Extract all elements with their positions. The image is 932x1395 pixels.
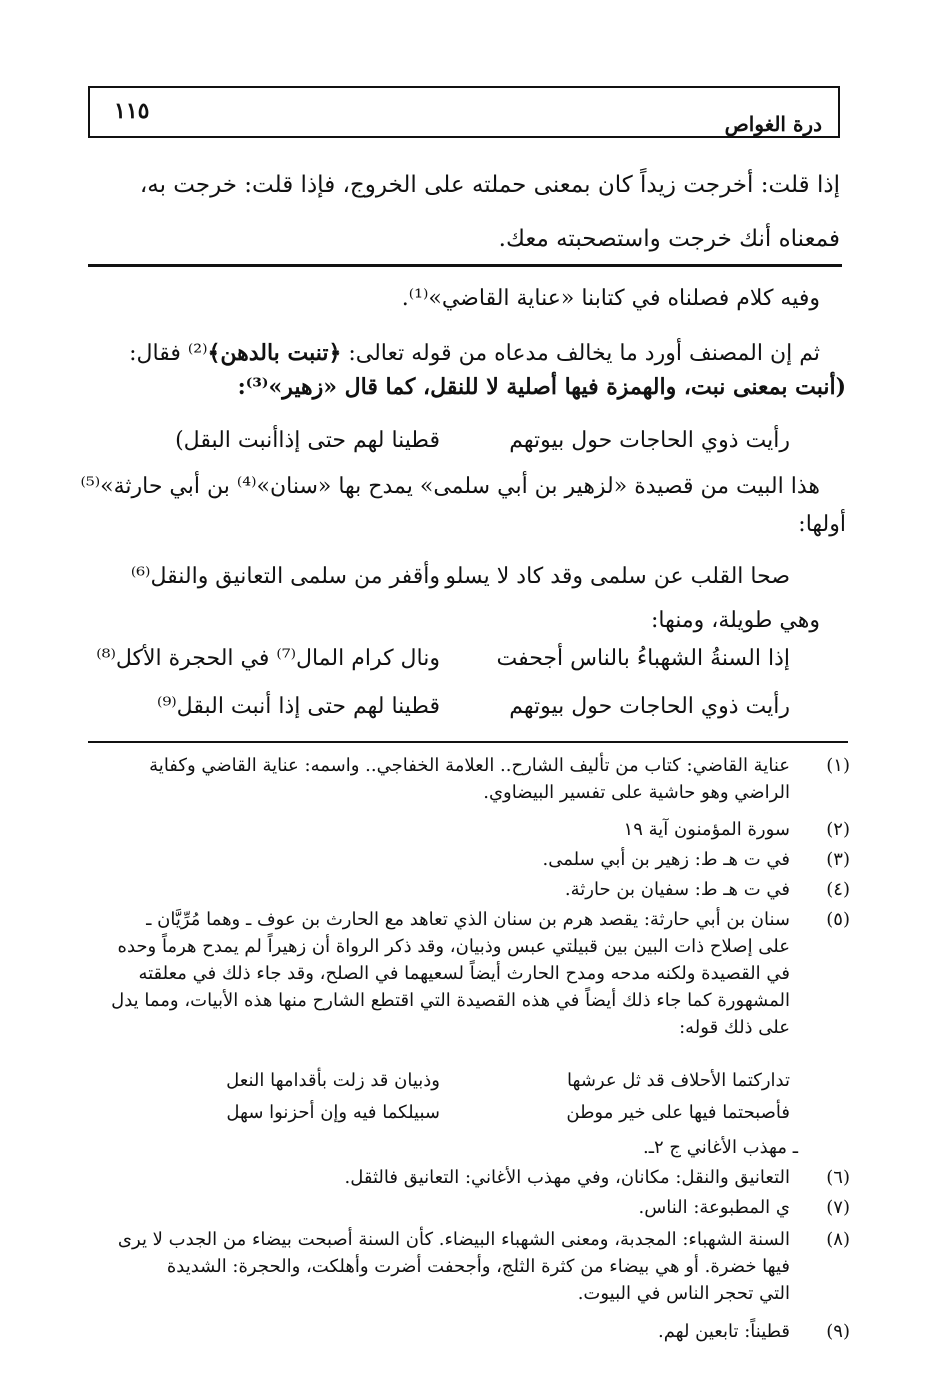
footnote-8-line-1: السنة الشهباء: المجدبة، ومعنى الشهباء البيضاء. كأن السنة أصبحت بيضاء من الجدب لا يرى <box>117 1229 790 1250</box>
footnote-3 <box>90 846 850 873</box>
paragraph-3: (أنبت بمعنى نبت، والهمزة فيها أصلية لا للنقل، كما قال «زهير»⁽³⁾: <box>237 374 846 400</box>
footnote-5-source-text: ـ مهذب الأغاني ج ٢ـ. <box>643 1137 798 1158</box>
page-number: ١١٥ <box>114 98 150 124</box>
verse-1-right: رأيت ذوي الحاجات حول بيوتهم <box>509 428 790 453</box>
footnote-1-line-1: عناية القاضي: كتاب من تأليف الشارح.. العلامة الخفاجي.. واسمه: عناية القاضي وكفاية <box>149 755 790 776</box>
footnote-5-line-2: على إصلاح ذات البين بين قبيلتي عبس وذبيان، وقد ذكر الرواة أن زهيراً لم يمدح هرماً وحده <box>117 936 790 957</box>
footnote-8 <box>90 1226 850 1307</box>
verse-2-right: صحا القلب عن سلمى وقد كاد لا يسلو <box>445 564 790 589</box>
footnote-6-text: التعانيق والنقل: مكانان، وفي مهذب الأغاني: التعانيق فالثقل. <box>344 1167 790 1188</box>
footnote-4-number: (٤) <box>826 879 850 900</box>
footnote-1-number: (١) <box>826 755 850 776</box>
book-title: درة الغواص <box>724 112 822 136</box>
intro-line-1: إذا قلت: أخرجت زيداً كان بمعنى حملته على الخروج، فإذا قلت: خرجت به، <box>139 172 840 198</box>
footnote-3-text: في ت هـ ط: زهير بن أبي سلمى. <box>542 849 790 870</box>
paragraph-6: وهي طويلة، ومنها: <box>650 608 820 633</box>
footnote-3-number: (٣) <box>826 849 850 870</box>
footnote-6 <box>90 1164 850 1191</box>
footnote-9-number: (٩) <box>826 1321 850 1342</box>
paragraph-2-end: ⁽²⁾ فقال: <box>129 341 208 366</box>
verse-3-left: ونال كرام المال⁽⁷⁾ في الحجرة الأكل⁽⁸⁾ <box>96 646 440 671</box>
footnote-4-text: في ت هـ ط: سفيان بن حارثة. <box>564 879 790 900</box>
footnote-8-number: (٨) <box>826 1229 850 1250</box>
footnote-verse-2-left: سبيلكما فيه وإن أحزنوا سهل <box>226 1102 440 1123</box>
paragraph-2-start: ثم إن المصنف أورد ما يخالف مدعاه من قوله تعالى: <box>341 341 820 366</box>
verse-2-left: وأقفر من سلمى التعانيق والنقل⁽⁶⁾ <box>130 564 440 589</box>
footnote-9 <box>90 1318 850 1345</box>
footnote-8-line-3: التي تحجر الناس في البيوت. <box>577 1283 790 1304</box>
footnote-7-text: ي المطبوعة: الناس. <box>638 1197 790 1218</box>
verse-1-left: قطينا لهم حتى إذاأنبت البقل) <box>175 428 440 453</box>
footnote-6-number: (٦) <box>826 1167 850 1188</box>
quran-quote: ﴿تنبت بالدهن﴾ <box>207 340 342 366</box>
footnote-verse-1-left: وذبيان قد زلت بأقدامها النعل <box>226 1070 440 1091</box>
footnote-5-source <box>90 1134 850 1161</box>
footnote-7 <box>90 1194 850 1221</box>
footnote-5-line-4: المشهورة كما جاء ذلك أيضاً في هذه القصيدة التي اقتطع الشارح منها هذه الأبيات، ومما يدل <box>111 990 790 1011</box>
footnote-7-number: (٧) <box>826 1197 850 1218</box>
footnote-2-number: (٢) <box>826 819 850 840</box>
footnote-separator <box>88 741 848 743</box>
verse-4-left: قطينا لهم حتى إذا أنبت البقل⁽⁹⁾ <box>157 694 440 719</box>
footnote-5-line-3: في القصيدة ولكنه مدحه ومدح الحارث أيضاً لسعيهما في الصلح، وقد جاء ذلك في معلقته <box>138 963 790 984</box>
footnote-verse-1-right: تداركتما الأحلاف قد ثل عرشها <box>567 1070 790 1091</box>
footnote-1 <box>90 752 850 806</box>
footnote-verse-2-right: فأصبحتما فيها على خير موطن <box>566 1102 790 1123</box>
paragraph-5: أولها: <box>798 512 846 537</box>
footnote-5-line-5: على ذلك قوله: <box>679 1017 790 1038</box>
footnote-2-text: سورة المؤمنون آية ١٩ <box>623 819 790 840</box>
main-separator <box>88 264 842 267</box>
verse-4-right: رأيت ذوي الحاجات حول بيوتهم <box>509 694 790 719</box>
intro-line-2: فمعناه أنك خرجت واستصحبته معك. <box>498 226 840 252</box>
verse-3-right: إذا السنةُ الشهباءُ بالناس أجحفت <box>496 646 790 671</box>
paragraph-1: وفيه كلام فصلناه في كتابنا «عناية القاضي»⁽¹⁾. <box>401 286 820 311</box>
paragraph-4: هذا البيت من قصيدة «لزهير بن أبي سلمى» يمدح بها «سنان»⁽⁴⁾ بن أبي حارثة»⁽⁵⁾ <box>80 474 820 499</box>
footnote-5 <box>90 906 850 1041</box>
footnote-5-line-1: سنان بن أبي حارثة: يقصد هرم بن سنان الذي تعاهد مع الحارث بن عوف ـ وهما مُرِّيَّان ـ <box>146 909 790 930</box>
footnote-9-text: قطيناً: تابعين لهم. <box>657 1321 790 1342</box>
footnote-5-number: (٥) <box>826 909 850 930</box>
paragraph-2 <box>129 338 820 369</box>
footnote-8-line-2: فيها خضرة. أو هي بيضاء من كثرة الثلج، وأجحفت أضرت وأهلكت، والحجرة: الشديدة <box>166 1256 790 1277</box>
footnote-1-line-2: الراضي وهو حاشية على تفسير البيضاوي. <box>483 782 790 803</box>
footnote-4 <box>90 876 850 903</box>
running-header <box>88 86 840 138</box>
footnote-2 <box>90 816 850 843</box>
